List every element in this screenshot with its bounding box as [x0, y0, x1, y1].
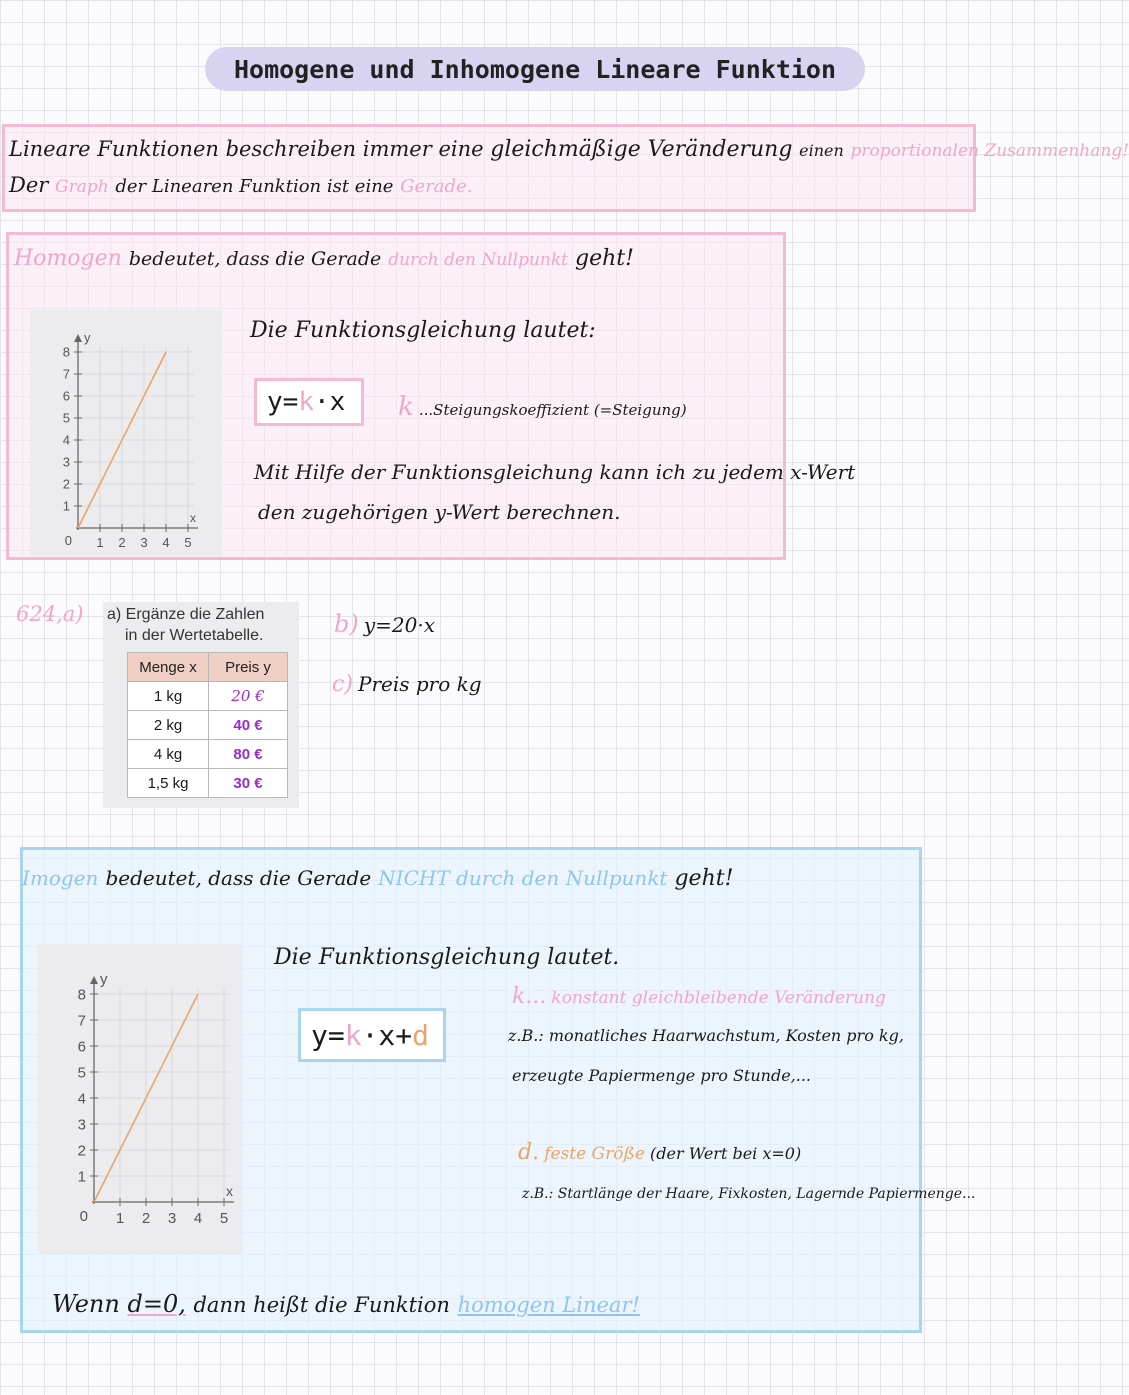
inhomogen-eq-intro: Die Funktionsgleichung lautet. — [274, 945, 620, 970]
x-tick-label: 1 — [115, 1210, 125, 1227]
intro-highlight: Gerade. — [400, 176, 473, 197]
table-cell: 4 kg — [128, 740, 209, 769]
x-tick-label: 4 — [162, 535, 170, 550]
heading-text: bedeutet, dass die Gerade — [105, 866, 372, 890]
intro-line-1 — [9, 137, 1129, 162]
intro-text: einen — [799, 141, 844, 160]
y-axis-arrow — [90, 976, 98, 984]
table-cell: 1 kg — [128, 682, 209, 711]
table-row — [128, 740, 288, 769]
task-b-label: b) — [334, 610, 359, 638]
d-description: feste Größe — [544, 1144, 645, 1164]
formula-part: y= — [311, 1018, 345, 1052]
table-cell: 20 € — [209, 682, 288, 711]
homogen-note-2: den zugehörigen y-Wert berechnen. — [258, 500, 621, 524]
d-label: d. — [518, 1140, 540, 1165]
x-tick-label: 5 — [219, 1210, 229, 1227]
x-tick-label: 2 — [141, 1210, 151, 1227]
conclusion-highlight: homogen Linear! — [457, 1293, 640, 1317]
y-tick-label: 5 — [77, 1064, 86, 1082]
inhomogen-graph — [38, 944, 242, 1254]
inhomogen-d-example: z.B.: Startlänge der Haare, Fixkosten, Lagernde Papiermenge... — [522, 1186, 976, 1202]
formula-d: d — [412, 1018, 430, 1052]
y-tick-label: 8 — [62, 344, 70, 360]
y-axis-label: y — [84, 330, 91, 345]
inhomogen-k-desc — [512, 984, 886, 1009]
homogen-note-1: Mit Hilfe der Funktionsgleichung kann ich zu jedem x-Wert — [254, 460, 856, 484]
formula-part: ·x — [313, 387, 346, 417]
heading-text: geht! — [575, 246, 634, 271]
y-tick-label: 5 — [62, 410, 70, 426]
heading-highlight: NICHT durch den Nullpunkt — [378, 866, 668, 890]
task-card — [103, 602, 299, 808]
graph-svg — [30, 310, 222, 556]
y-axis-arrow — [74, 334, 82, 342]
y-tick-label: 6 — [77, 1038, 86, 1056]
conclusion-text: Wenn — [52, 1290, 120, 1318]
table-cell: 2 kg — [128, 711, 209, 740]
inhomogen-d-desc — [518, 1140, 801, 1165]
table-header: Menge x — [128, 653, 209, 682]
intro-highlight: Graph — [55, 177, 109, 197]
inhomogen-term: Imogen — [22, 866, 99, 890]
table-header: Preis y — [209, 653, 288, 682]
intro-text: Lineare Funktionen beschreiben immer eine — [9, 137, 484, 161]
task-c — [332, 672, 482, 697]
conclusion-text: dann heißt die Funktion — [193, 1293, 450, 1317]
y-axis-label: y — [100, 971, 108, 988]
task-b-answer: y=20·x — [363, 613, 435, 637]
y-tick-label: 8 — [77, 986, 86, 1004]
intro-box — [2, 124, 1129, 212]
task-c-label: c) — [332, 672, 353, 697]
homogen-eq-intro: Die Funktionsgleichung lautet: — [250, 318, 596, 343]
intro-text: gleichmäßige Veränderung — [490, 137, 793, 162]
graph-svg — [38, 944, 242, 1254]
inhomogen-heading — [22, 866, 733, 891]
conclusion-text: d=0, — [127, 1290, 186, 1318]
x-axis-label: x — [226, 1183, 233, 1199]
x-axis-label: x — [190, 511, 196, 525]
inhomogen-formula — [298, 1008, 446, 1062]
page-title: Homogene und Inhomogene Lineare Funktion — [205, 47, 865, 91]
table-row — [128, 769, 288, 798]
homogen-heading — [14, 246, 634, 271]
formula-k: k — [344, 1018, 362, 1052]
intro-text: der Linearen Funktion ist eine — [115, 176, 394, 197]
y-tick-label: 3 — [77, 1116, 86, 1134]
heading-text: bedeutet, dass die Gerade — [128, 248, 382, 270]
k-description: konstant gleichbleibende Veränderung — [551, 988, 886, 1008]
value-table — [127, 652, 288, 798]
y-tick-label: 1 — [62, 498, 70, 514]
inhomogen-k-example-1: z.B.: monatliches Haarwachstum, Kosten pro kg, — [508, 1026, 904, 1045]
table-cell: 1,5 kg — [128, 769, 209, 798]
y-tick-label: 3 — [62, 454, 70, 470]
x-tick-label: 2 — [118, 535, 126, 550]
task-b — [334, 610, 435, 638]
heading-text: geht! — [674, 866, 734, 891]
homogen-graph — [30, 310, 222, 556]
task-number: 624,a) — [16, 602, 84, 626]
inhomogen-k-example-2: erzeugte Papiermenge pro Stunde,... — [512, 1066, 812, 1085]
y-tick-label: 2 — [77, 1142, 86, 1160]
x-tick-label: 3 — [140, 535, 148, 550]
heading-highlight: durch den Nullpunkt — [388, 250, 568, 270]
formula-k: k — [298, 387, 314, 417]
origin-label: 0 — [64, 533, 72, 548]
intro-highlight: proportionalen Zusammenhang! — [850, 141, 1129, 161]
table-row — [128, 682, 288, 711]
homogen-term: Homogen — [14, 246, 122, 271]
table-row — [128, 711, 288, 740]
y-tick-label: 4 — [77, 1090, 86, 1108]
y-tick-label: 7 — [77, 1012, 86, 1030]
table-cell: 30 € — [209, 769, 288, 798]
intro-line-2 — [9, 173, 472, 197]
k-description: ...Steigungskoeffizient (=Steigung) — [418, 401, 687, 419]
k-label: k — [398, 392, 414, 422]
y-tick-label: 6 — [62, 388, 70, 404]
x-tick-label: 1 — [96, 535, 104, 550]
y-tick-label: 4 — [62, 432, 70, 448]
y-tick-label: 7 — [62, 366, 70, 382]
d-description: (der Wert bei x=0) — [650, 1144, 802, 1163]
conclusion — [52, 1290, 640, 1318]
formula-part: ·x+ — [361, 1018, 413, 1052]
y-tick-label: 2 — [62, 476, 70, 492]
intro-text: Der — [9, 173, 49, 197]
x-tick-label: 5 — [184, 535, 192, 550]
table-cell: 40 € — [209, 711, 288, 740]
homogen-k-desc — [398, 392, 687, 422]
y-tick-label: 1 — [77, 1168, 86, 1186]
task-c-answer: Preis pro kg — [358, 672, 482, 696]
x-tick-label: 3 — [167, 1210, 177, 1227]
k-label: k... — [512, 984, 547, 1009]
origin-label: 0 — [79, 1208, 88, 1225]
table-cell: 80 € — [209, 740, 288, 769]
formula-part: y= — [267, 387, 299, 417]
task-prompt-2: in der Wertetabelle. — [125, 627, 264, 644]
x-tick-label: 4 — [193, 1210, 203, 1227]
homogen-formula — [254, 378, 364, 426]
task-prompt-1: a) Ergänze die Zahlen — [107, 606, 265, 623]
